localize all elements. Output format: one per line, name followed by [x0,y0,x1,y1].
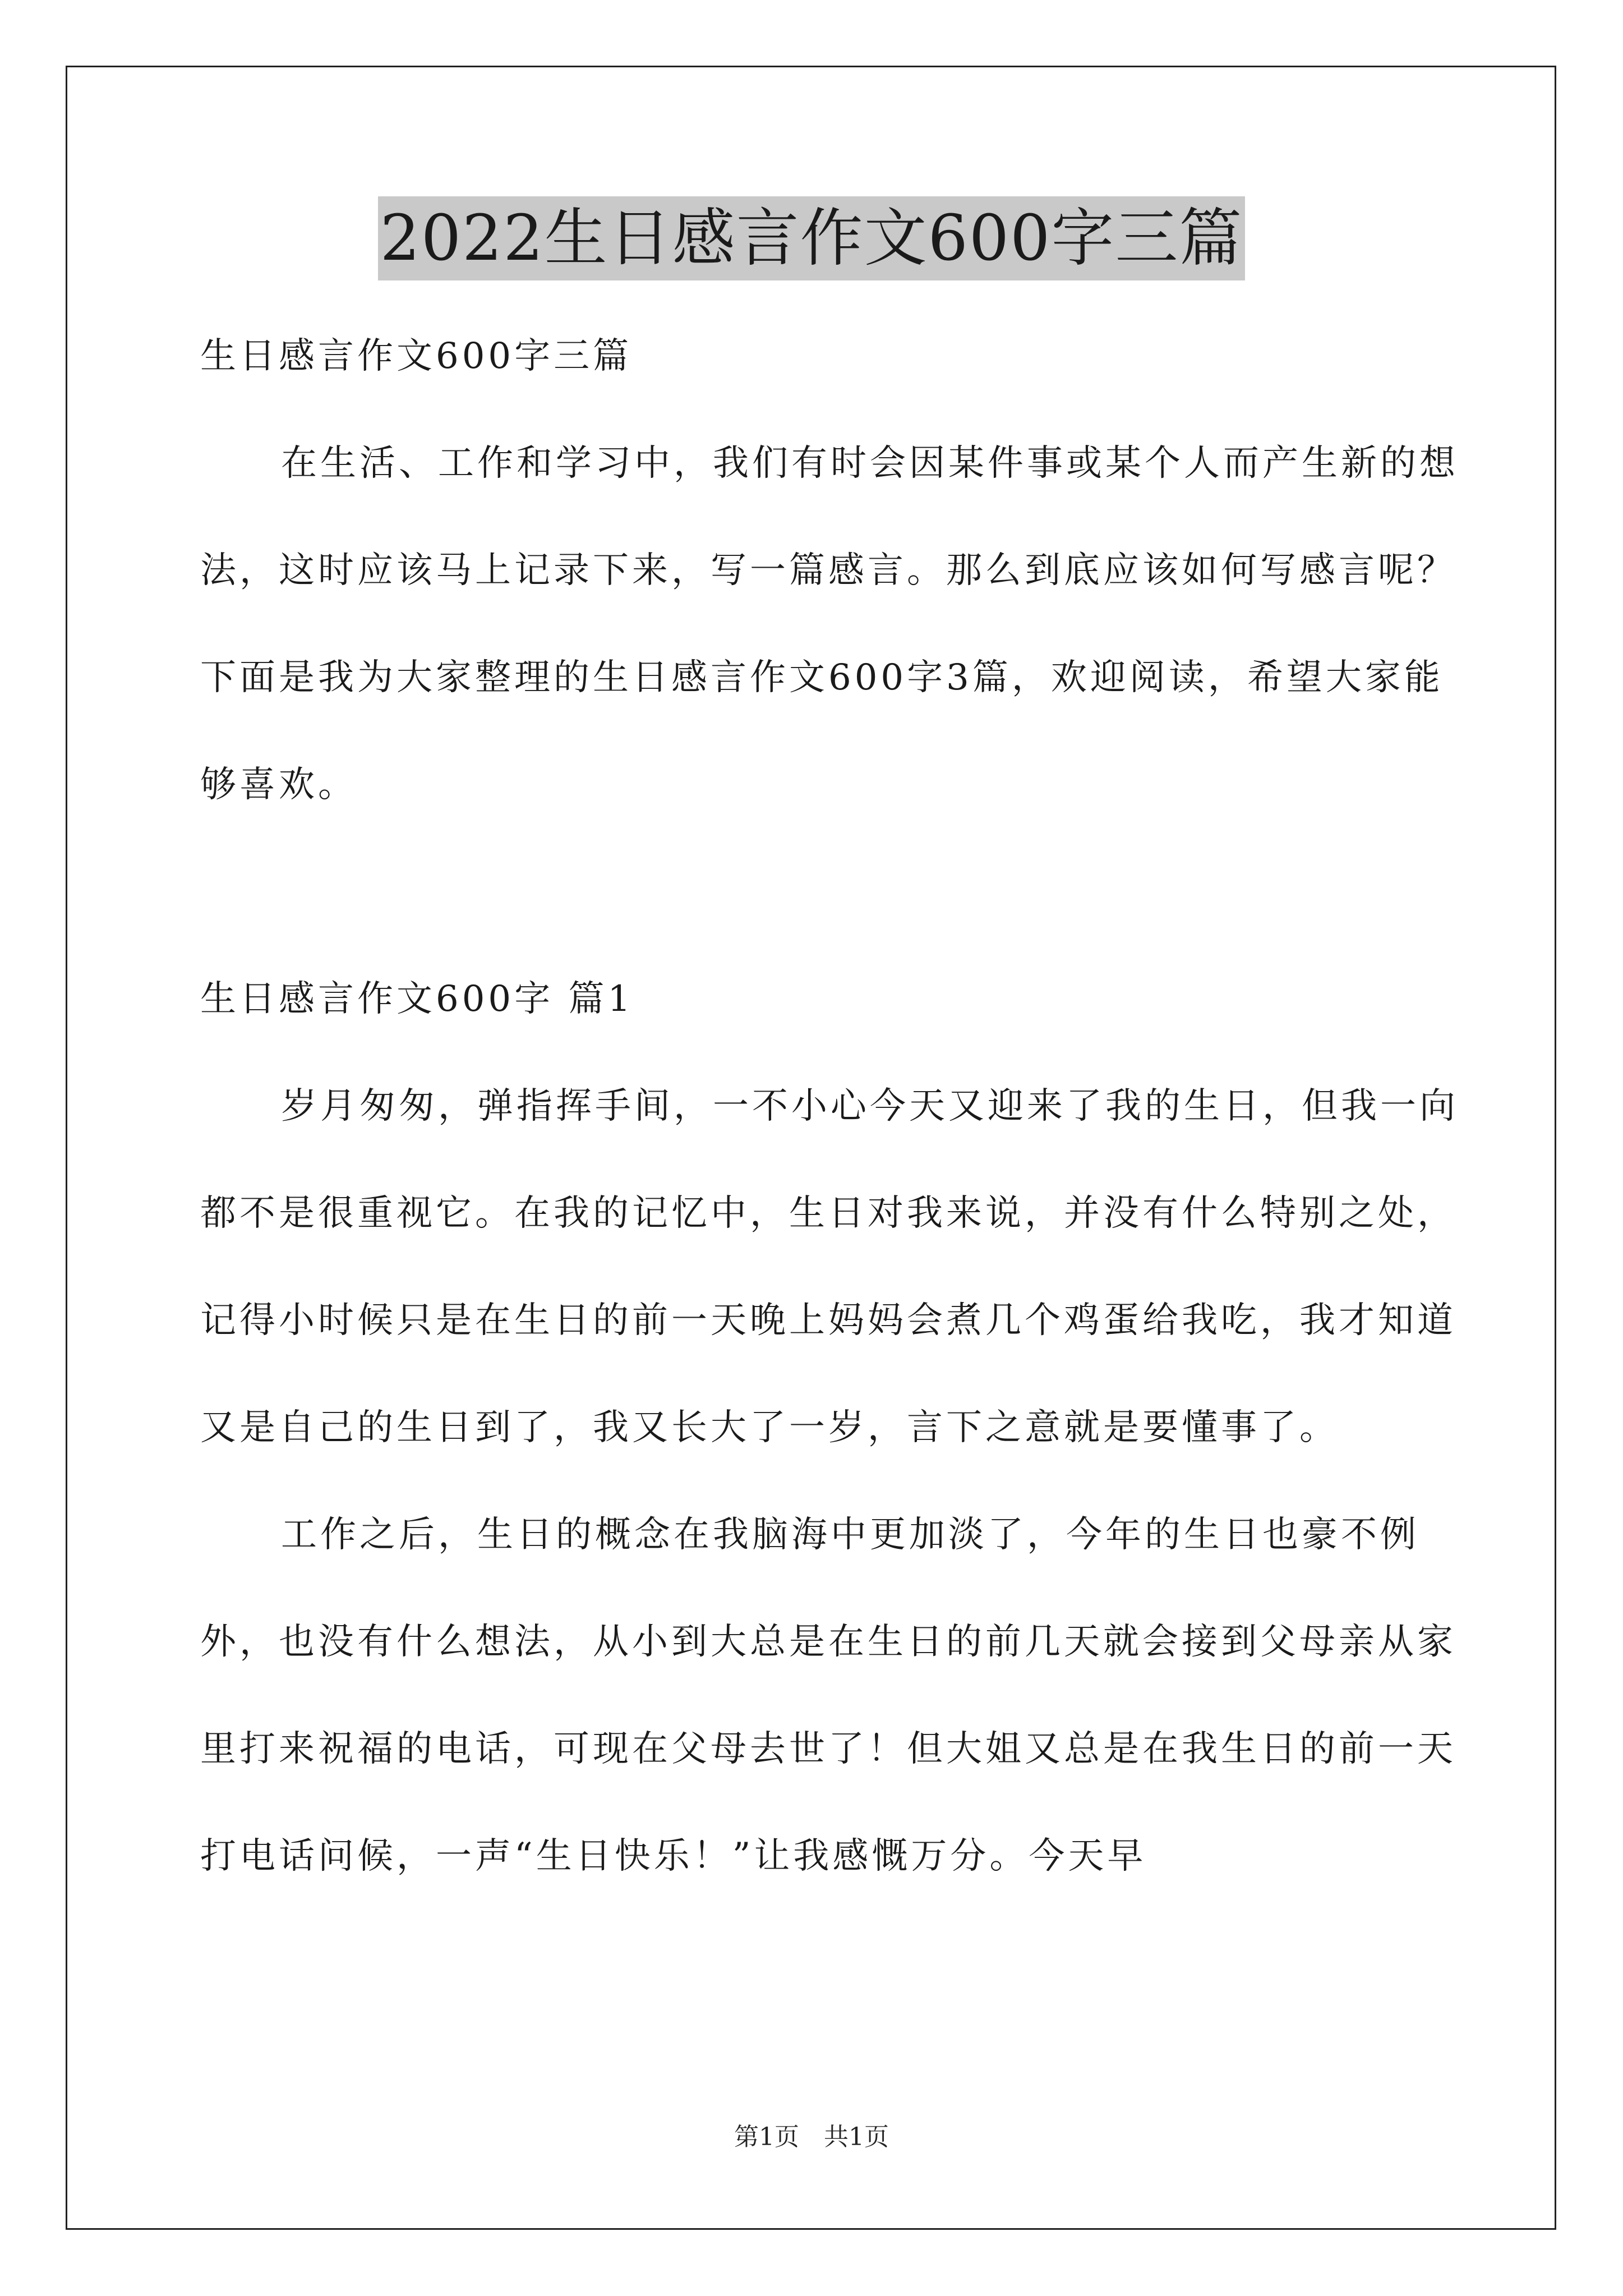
title-container [0,196,1623,280]
body-paragraph: 工作之后，生日的概念在我脑海中更加淡了，今年的生日也豪不例外，也没有什么想法，从小到大总是在生日的前几天就会接到父母亲从家里打来祝福的电话，可现在父母去世了！但大姐又总是在我生日的前一天打电话问候，一声“生日快乐！”让我感慨万分。今天早 [200,1514,1456,1877]
document-subtitle: 生日感言作文600字三篇 [200,335,633,377]
section-spacer [200,839,1473,946]
document-body [200,303,1473,1910]
section-heading: 生日感言作文600字 篇1 [200,978,634,1020]
intro-paragraph: 在生活、工作和学习中，我们有时会因某件事或某个人而产生新的想法，这时应该马上记录下来，写一篇感言。那么到底应该如何写感言呢？下面是我为大家整理的生日感言作文600字3篇，欢迎阅读，希望大家能够喜欢。 [200,443,1459,806]
document-title: 2022生日感言作文600字三篇 [378,196,1246,280]
body-paragraph: 岁月匆匆，弹指挥手间，一不小心今天又迎来了我的生日，但我一向都不是很重视它。在我的记忆中，生日对我来说，并没有什么特别之处，记得小时候只是在生日的前一天晚上妈妈会煮几个鸡蛋给我吃，我才知道又是自己的生日到了，我又长大了一岁，言下之意就是要懂事了。 [200,1085,1459,1448]
page-footer: 第1页 共1页 [734,2123,889,2151]
